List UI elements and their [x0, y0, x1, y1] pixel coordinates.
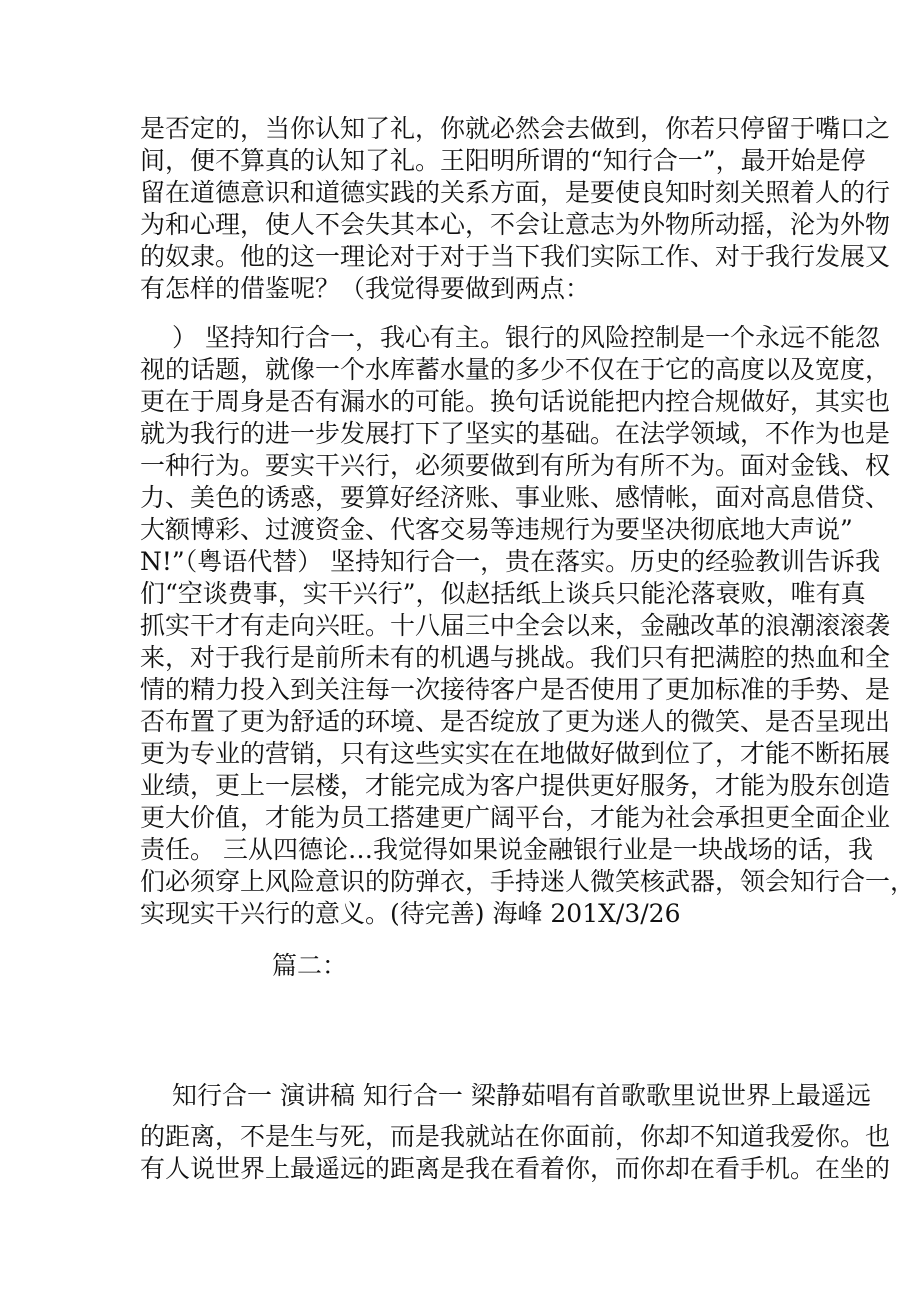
paragraph-2-line-9: 们“空谈费事，实干兴行”，似赵括纸上谈兵只能沦落衰败，唯有真 — [140, 579, 866, 608]
paragraph-2-line-12: 情的精力投入到关注每一次接待客户是否使用了更加标准的手势、是 — [140, 675, 891, 704]
paragraph-1-line-1: 是否定的，当你认知了礼，你就必然会去做到，你若只停留于嘴口之 — [140, 114, 891, 143]
paragraph-1-line-4: 为和心理，使人不会失其本心，不会让意志为外物所动摇，沦为外物 — [140, 210, 891, 239]
paragraph-2-line-18: 们必须穿上风险意识的防弹衣，手持迷人微笑核武器，领会知行合一， — [140, 867, 916, 896]
paragraph-2-line-15: 业绩，更上一层楼，才能完成为客户提供更好服务，才能为股东创造 — [140, 771, 891, 800]
paragraph-2-line-3: 更在于周身是否有漏水的可能。换句话说能把内控合规做好，其实也 — [140, 387, 891, 416]
paragraph-2-line-2: 视的话题，就像一个水库蓄水量的多少不仅在于它的高度以及宽度， — [140, 355, 891, 384]
paragraph-2-line-8: N!”（粤语代替） 坚持知行合一，贵在落实。历史的经验教训告诉我 — [140, 547, 881, 576]
paragraph-2-line-7: 大额博彩、过渡资金、代客交易等违规行为要坚决彻底地大声说” — [140, 515, 853, 544]
paragraph-1-line-3: 留在道德意识和道德实践的关系方面，是要使良知时刻关照着人的行 — [140, 178, 891, 207]
paragraph-3-line-2: 的距离，不是生与死，而是我就站在你面前，你却不知道我爱你。也 — [140, 1122, 891, 1151]
paragraph-2-line-14: 更为专业的营销，只有这些实实在在地做好做到位了，才能不断拓展 — [140, 739, 891, 768]
paragraph-2-line-19: 实现实干兴行的意义。(待完善) 海峰 201X/3/26 — [140, 899, 681, 928]
paragraph-2-line-13: 否布置了更为舒适的环境、是否绽放了更为迷人的微笑、是否呈现出 — [140, 707, 891, 736]
paragraph-3-line-1: 知行合一 演讲稿 知行合一 梁静茹唱有首歌歌里说世界上最遥远 — [172, 1081, 871, 1110]
paragraph-3-line-3: 有人说世界上最遥远的距离是我在看着你，而你却在看手机。在坐的 — [140, 1154, 891, 1183]
paragraph-2-line-11: 来，对于我行是前所未有的机遇与挑战。我们只有把满腔的热血和全 — [140, 643, 891, 672]
section-heading: 篇二： — [272, 951, 348, 980]
paragraph-2-line-6: 力、美色的诱惑，要算好经济账、事业账、感情帐，面对高息借贷、 — [140, 483, 891, 512]
paragraph-2-line-1: ） 坚持知行合一，我心有主。银行的风险控制是一个永远不能忽 — [172, 323, 880, 352]
paragraph-2-line-4: 就为我行的进一步发展打下了坚实的基础。在法学领域，不作为也是 — [140, 419, 891, 448]
paragraph-1-line-6: 有怎样的借鉴呢？（我觉得要做到两点： — [140, 274, 591, 303]
paragraph-2-line-16: 更大价值，才能为员工搭建更广阔平台，才能为社会承担更全面企业 — [140, 803, 891, 832]
paragraph-1-line-5: 的奴隶。他的这一理论对于对于当下我们实际工作、对于我行发展又 — [140, 242, 891, 271]
paragraph-2-line-17: 责任。 三从四德论…我觉得如果说金融银行业是一块战场的话，我 — [140, 835, 873, 864]
paragraph-1-line-2: 间，便不算真的认知了礼。王阳明所谓的“知行合一”，最开始是停 — [140, 146, 866, 175]
paragraph-2-line-5: 一种行为。要实干兴行，必须要做到有所为有所不为。面对金钱、权 — [140, 451, 891, 480]
paragraph-2-line-10: 抓实干才有走向兴旺。十八届三中全会以来，金融改革的浪潮滚滚袭 — [140, 611, 891, 640]
